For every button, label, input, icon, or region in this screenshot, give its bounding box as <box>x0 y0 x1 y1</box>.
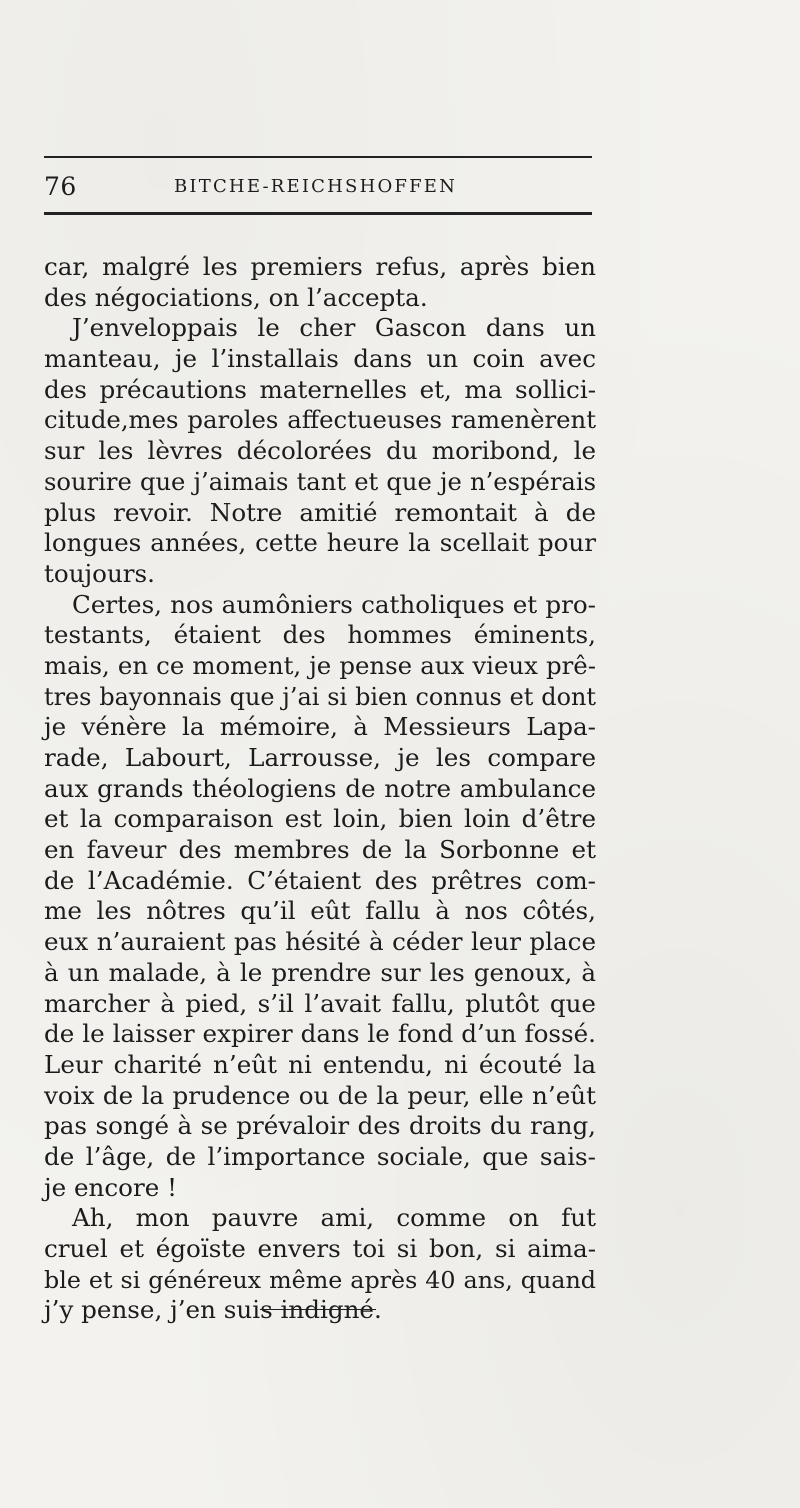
running-head <box>44 168 592 204</box>
text-line: longues années, cette heure la scellait pour <box>44 528 596 558</box>
text-line: marcher à pied, s’il l’avait fallu, plutôt que <box>44 988 596 1018</box>
text-line: car, malgré les premiers refus, après bien <box>44 252 596 281</box>
text-line: eux n’auraient pas hésité à céder leur place <box>44 927 596 957</box>
text-line: toujours. <box>44 558 155 588</box>
text-line: citude,mes paroles affectueuses ramenèrent <box>44 405 596 435</box>
text-line: rade, Labourt, Larrousse, je les compare <box>44 743 596 772</box>
text-line: aux grands théologiens de notre ambulance <box>44 773 596 803</box>
text-line: me les nôtres qu’il eût fallu à nos côtés, <box>44 896 596 926</box>
end-rule <box>260 1309 376 1310</box>
text-line: j’y pense, j’en suis indigné. <box>44 1295 382 1325</box>
text-line: des négociations, on l’accepta. <box>44 282 428 312</box>
text-line: à un malade, à le prendre sur les genoux, à <box>44 957 596 987</box>
header-top-rule <box>44 156 592 158</box>
text-line: des précautions maternelles et, ma sollici- <box>44 374 596 404</box>
text-line: Ah, mon pauvre ami, comme on fut <box>72 1203 596 1233</box>
text-line: plus revoir. Notre amitié remontait à de <box>44 497 596 527</box>
text-line: ble et si généreux même après 40 ans, quand <box>44 1265 596 1294</box>
text-line: voix de la prudence ou de la peur, elle n’eût <box>44 1080 596 1110</box>
text-line: sourire que j’aimais tant et que je n’espérais <box>44 467 596 496</box>
text-line: pas songé à se prévaloir des droits du rang, <box>44 1111 596 1141</box>
text-line: en faveur des membres de la Sorbonne et <box>44 835 596 865</box>
text-line: je vénère la mémoire, à Messieurs Lapa- <box>44 712 596 742</box>
text-line: Leur charité n’eût ni entendu, ni écouté la <box>44 1049 596 1079</box>
text-line: je encore ! <box>44 1172 177 1202</box>
text-line: de le laisser expirer dans le fond d’un fossé. <box>44 1019 596 1049</box>
text-line: tres bayonnais que j’ai si bien connus et dont <box>44 682 596 711</box>
text-line: cruel et égoïste envers toi si bon, si aima- <box>44 1234 596 1263</box>
header-bottom-rule <box>44 212 592 215</box>
text-line: et la comparaison est loin, bien loin d’être <box>44 804 596 834</box>
text-line: de l’âge, de l’importance sociale, que sais- <box>44 1141 596 1171</box>
text-line: de l’Académie. C’étaient des prêtres com- <box>44 865 596 895</box>
text-line: J’enveloppais le cher Gascon dans un <box>72 313 596 343</box>
text-line: manteau, je l’installais dans un coin avec <box>44 344 596 374</box>
text-line: testants, étaient des hommes éminents, <box>44 620 596 650</box>
page-number: 76 <box>44 172 77 201</box>
text-line: mais, en ce moment, je pense aux vieux prê- <box>44 650 596 680</box>
body-text <box>44 252 596 1326</box>
text-line: Certes, nos aumôniers catholiques et pro- <box>72 589 596 619</box>
running-title: BITCHE-REICHSHOFFEN <box>174 176 458 197</box>
text-line: sur les lèvres décolorées du moribond, le <box>44 436 596 466</box>
